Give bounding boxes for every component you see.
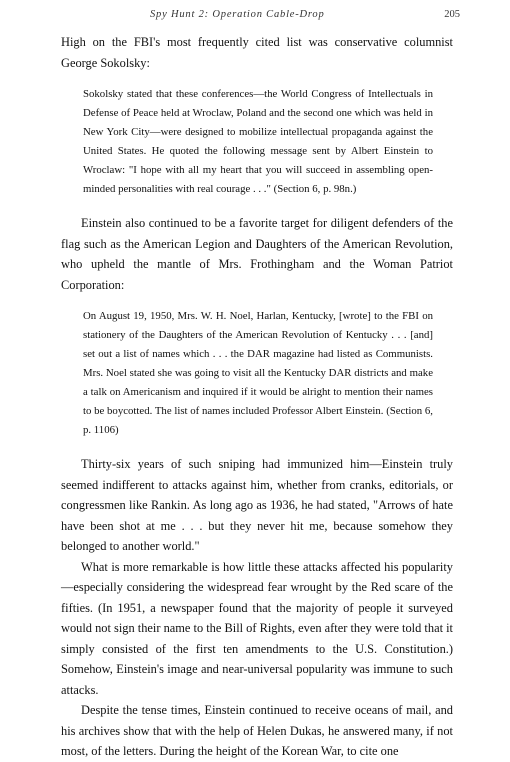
- block-quote-1: Sokolsky stated that these conferences—the World Congress of Intellectuals in Defense of Peace held at Wroclaw, Poland and the second one which was held in New York City—were designed to mobilize intellectual propaganda against the United States. He quoted the following message sent by Albert Einstein to Wroclaw: "I hope with all my heart that you will succeed in assembling open-minded personalities with real courage . . ." (Section 6, p. 98n.): [83, 88, 433, 195]
- paragraph-5: Despite the tense times, Einstein continued to receive oceans of mail, and his archives show that with the help of Helen Dukas, he answered many, if not most, of the letters. During the height of the Korean War, to cite one: [61, 703, 453, 758]
- paragraph-2: Einstein also continued to be a favorite target for diligent defenders of the flag such as the American Legion and Daughters of the American Revolution, who upheld the mantle of Mrs. Frothingham and the Woman Patriot Corporation:: [61, 216, 453, 292]
- page-number: 205: [444, 9, 460, 20]
- running-title: Spy Hunt 2: Operation Cable-Drop: [150, 9, 325, 20]
- paragraph-1: High on the FBI's most frequently cited list was conservative columnist George Sokolsky:: [61, 35, 453, 70]
- paragraph-4: What is more remarkable is how little these attacks affected his popularity—especially considering the widespread fear wrought by the Red scare of the fifties. (In 1951, a newspaper found that the majority of people it surveyed would not sign their name to the Bill of Rights, even after they were told that it simply consisted of the first ten amendments to the U.S. Constitution.) Somehow, Einstein's image and near-universal popularity was immune to such attacks.: [61, 559, 453, 697]
- block-quote-2: On August 19, 1950, Mrs. W. H. Noel, Harlan, Kentucky, [wrote] to the FBI on stationery of the Daughters of the American Revolution of Kentucky . . . [and] set out a list of names which . . . the DAR magazine had listed as Communists. Mrs. Noel stated she was going to visit all the Kentucky DAR districts and make a talk on Americanism and inquired if it would be alright to mention their names to be boycotted. The list of names included Professor Albert Einstein. (Section 6, p. 1106): [83, 310, 433, 436]
- running-head: [0, 9, 510, 25]
- page-body: [61, 32, 453, 762]
- paragraph-3: Thirty-six years of such sniping had immunized him—Einstein truly seemed indifferent to attacks against him, whether from cranks, editorials, or congressmen like Rankin. As long ago as 1936, he had stated, "Arrows of hate have been shot at me . . . but they never hit me, because somehow they belonged to another world.": [61, 457, 453, 553]
